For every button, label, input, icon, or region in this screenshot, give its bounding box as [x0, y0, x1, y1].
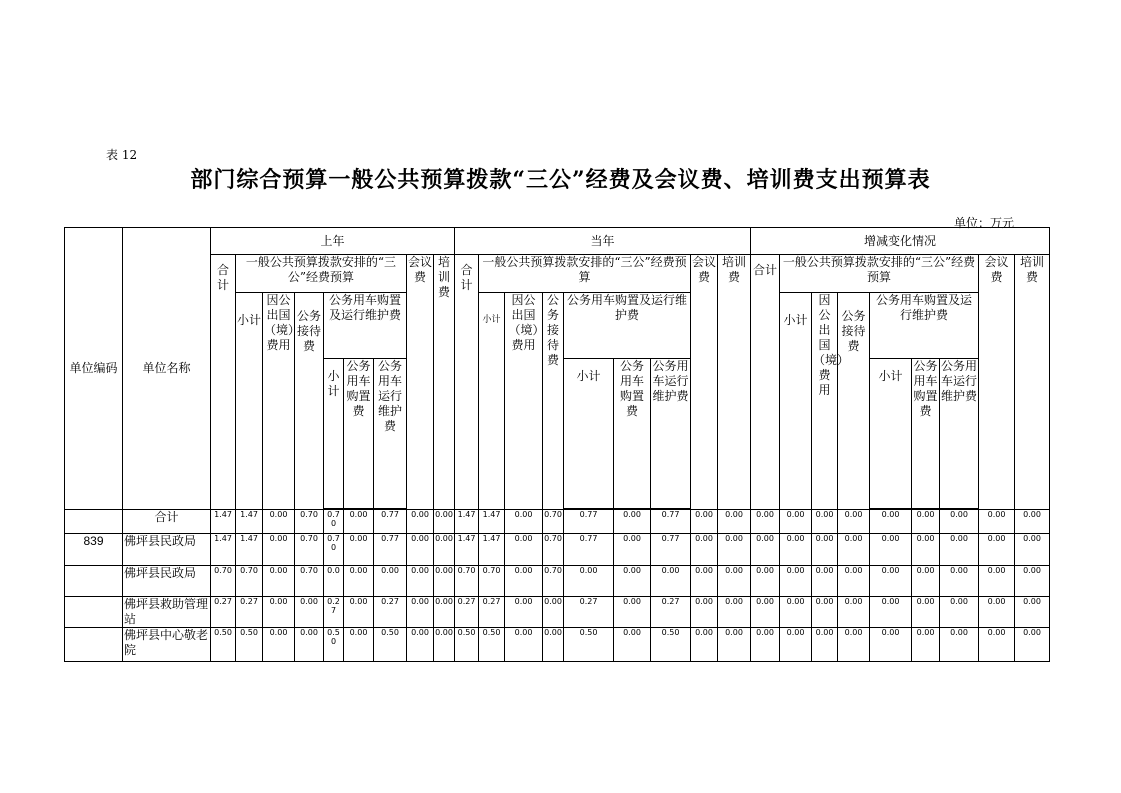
cur-value-cell: 1.47	[479, 510, 505, 534]
chg-value-cell: 0.00	[912, 534, 940, 566]
chg-value-cell: 0.00	[979, 566, 1015, 597]
chg-value-cell: 0.00	[780, 534, 812, 566]
chg-value-cell: 0.00	[870, 628, 912, 662]
prev-value-cell: 0.00	[434, 597, 455, 628]
chg-value-cell: 0.00	[1015, 628, 1050, 662]
chg-value-cell: 0.00	[912, 510, 940, 534]
cur-value-cell: 0.00	[651, 566, 691, 597]
page-title: 部门综合预算一般公共预算拨款“三公”经费及会议费、培训费支出预算表	[190, 167, 931, 193]
cur-value-cell: 0.27	[479, 597, 505, 628]
chg-value-cell: 0.00	[812, 534, 838, 566]
header-chg-training: 培训费	[1015, 255, 1050, 510]
cur-value-cell: 0.00	[564, 566, 614, 597]
cur-value-cell: 0.00	[614, 597, 651, 628]
prev-value-cell: 0.00	[407, 510, 434, 534]
prev-value-cell: 0.0	[324, 566, 344, 597]
unit-name-cell: 佛坪县民政局	[123, 534, 211, 566]
prev-value-cell: 0.00	[434, 534, 455, 566]
chg-value-cell: 0.00	[751, 597, 780, 628]
prev-value-cell: 0.00	[344, 566, 374, 597]
prev-value-cell: 0.00	[263, 597, 295, 628]
header-change: 增减变化情况	[751, 228, 1050, 255]
prev-value-cell: 0.50	[324, 628, 344, 662]
prev-value-cell: 0.00	[263, 510, 295, 534]
prev-value-cell: 0.50	[211, 628, 236, 662]
cur-value-cell: 0.77	[564, 510, 614, 534]
chg-value-cell: 0.00	[940, 510, 979, 534]
unit-name-cell: 合计	[123, 510, 211, 534]
cur-value-cell: 0.00	[614, 510, 651, 534]
cur-value-cell: 0.00	[505, 510, 543, 534]
header-cur-total: 合计	[455, 255, 479, 510]
cur-value-cell: 0.70	[543, 534, 564, 566]
cur-value-cell: 0.00	[691, 628, 718, 662]
prev-value-cell: 0.27	[211, 597, 236, 628]
prev-value-cell: 0.00	[407, 597, 434, 628]
header-prev-meeting: 会议费	[407, 255, 434, 510]
prev-value-cell: 0.00	[295, 628, 324, 662]
header-prev-subtotal: 小计	[236, 293, 263, 510]
prev-value-cell: 0.00	[263, 534, 295, 566]
header-prev-vehicle: 公务用车购置及运行维护费	[324, 293, 407, 359]
cur-value-cell: 0.00	[718, 566, 751, 597]
chg-value-cell: 0.00	[1015, 534, 1050, 566]
unit-code-cell	[65, 597, 123, 628]
cur-value-cell: 0.00	[691, 510, 718, 534]
cur-value-cell: 0.00	[505, 566, 543, 597]
prev-value-cell: 0.70	[324, 510, 344, 534]
prev-value-cell: 0.27	[236, 597, 263, 628]
prev-value-cell: 0.00	[407, 628, 434, 662]
chg-value-cell: 0.00	[1015, 597, 1050, 628]
chg-value-cell: 0.00	[751, 534, 780, 566]
prev-value-cell: 0.70	[295, 566, 324, 597]
header-chg-vehicle-maint: 公务用车运行维护费	[940, 359, 979, 509]
header-chg-meeting: 会议费	[979, 255, 1015, 510]
prev-value-cell: 0.70	[211, 566, 236, 597]
chg-value-cell: 0.00	[940, 534, 979, 566]
prev-value-cell: 0.50	[374, 628, 407, 662]
cur-value-cell: 0.00	[543, 597, 564, 628]
cur-value-cell: 0.00	[691, 566, 718, 597]
chg-value-cell: 0.00	[912, 566, 940, 597]
cur-value-cell: 0.50	[651, 628, 691, 662]
cur-value-cell: 1.47	[455, 534, 479, 566]
chg-value-cell: 0.00	[912, 628, 940, 662]
cur-value-cell: 0.00	[614, 534, 651, 566]
chg-value-cell: 0.00	[751, 628, 780, 662]
table-number: 表 12	[106, 148, 138, 162]
chg-value-cell: 0.00	[979, 510, 1015, 534]
cur-value-cell: 0.00	[614, 566, 651, 597]
cur-value-cell: 0.50	[564, 628, 614, 662]
unit-name-cell: 佛坪县救助管理站	[123, 597, 211, 628]
budget-table	[64, 227, 1061, 662]
header-cur-vehicle-maint: 公务用车运行维护费	[651, 359, 691, 509]
cur-value-cell: 0.50	[455, 628, 479, 662]
header-cur-general: 一般公共预算拨款安排的“三公”经费预算	[479, 255, 691, 293]
prev-value-cell: 0.00	[407, 566, 434, 597]
header-chg-subtotal: 小计	[780, 293, 812, 510]
unit-code-cell	[65, 510, 123, 534]
chg-value-cell: 0.00	[838, 628, 870, 662]
unit-code-cell	[65, 566, 123, 597]
prev-value-cell: 0.00	[344, 510, 374, 534]
header-cur-abroad: 因公出国（境）费用	[505, 293, 543, 510]
header-cur-training: 培训费	[718, 255, 751, 510]
chg-value-cell: 0.00	[979, 628, 1015, 662]
cur-value-cell: 0.00	[505, 534, 543, 566]
header-cur-vehicle: 公务用车购置及运行维护费	[564, 293, 691, 359]
prev-value-cell: 0.00	[344, 534, 374, 566]
prev-value-cell: 0.77	[374, 510, 407, 534]
chg-value-cell: 0.00	[838, 534, 870, 566]
chg-value-cell: 0.00	[838, 597, 870, 628]
header-cur-reception: 公务接待费	[543, 293, 564, 510]
cur-value-cell: 0.77	[651, 510, 691, 534]
chg-value-cell: 0.00	[940, 566, 979, 597]
cur-value-cell: 0.00	[691, 534, 718, 566]
header-chg-vehicle-sub: 小计	[870, 359, 912, 509]
cur-value-cell: 0.70	[543, 566, 564, 597]
chg-value-cell: 0.00	[780, 566, 812, 597]
header-cur-vehicle-sub: 小计	[564, 359, 614, 509]
prev-value-cell: 1.47	[236, 510, 263, 534]
prev-value-cell: 0.00	[263, 628, 295, 662]
header-chg-total: 合计	[751, 255, 780, 510]
header-prev-vehicle-purchase: 公务用车购置费	[344, 359, 374, 509]
header-chg-vehicle-purchase: 公务用车购置费	[912, 359, 940, 509]
prev-value-cell: 0.00	[434, 628, 455, 662]
prev-value-cell: 1.47	[211, 510, 236, 534]
table-row	[65, 534, 1062, 566]
cur-value-cell: 1.47	[479, 534, 505, 566]
header-prev-total: 合计	[211, 255, 236, 510]
cur-value-cell: 0.70	[543, 510, 564, 534]
chg-value-cell: 0.00	[812, 510, 838, 534]
cur-value-cell: 0.00	[505, 597, 543, 628]
header-chg-reception: 公务接待费	[838, 293, 870, 510]
table-row	[65, 510, 1062, 534]
header-prev-year: 上年	[211, 228, 455, 255]
prev-value-cell: 0.00	[344, 597, 374, 628]
chg-value-cell: 0.00	[870, 597, 912, 628]
chg-value-cell: 0.00	[812, 566, 838, 597]
header-chg-general: 一般公共预算拨款安排的“三公”经费预算	[780, 255, 979, 293]
prev-value-cell: 0.00	[434, 566, 455, 597]
cur-value-cell: 0.00	[718, 510, 751, 534]
chg-value-cell: 0.00	[780, 597, 812, 628]
chg-value-cell: 0.00	[838, 510, 870, 534]
header-chg-abroad: 因公出国（境）费用	[812, 293, 838, 510]
cur-value-cell: 0.77	[651, 534, 691, 566]
chg-value-cell: 0.00	[751, 510, 780, 534]
header-unit-name: 单位名称	[123, 228, 211, 510]
chg-value-cell: 0.00	[812, 597, 838, 628]
header-prev-training: 培训费	[434, 255, 455, 510]
cur-value-cell: 0.27	[455, 597, 479, 628]
cur-value-cell: 0.00	[718, 534, 751, 566]
cur-value-cell: 0.70	[455, 566, 479, 597]
unit-name-cell: 佛坪县民政局	[123, 566, 211, 597]
chg-value-cell: 0.00	[1015, 510, 1050, 534]
header-cur-vehicle-purchase: 公务用车购置费	[614, 359, 651, 509]
prev-value-cell: 0.00	[407, 534, 434, 566]
chg-value-cell: 0.00	[751, 566, 780, 597]
cur-value-cell: 0.50	[479, 628, 505, 662]
chg-value-cell: 0.00	[812, 628, 838, 662]
chg-value-cell: 0.00	[838, 566, 870, 597]
chg-value-cell: 0.00	[979, 597, 1015, 628]
chg-value-cell: 0.00	[870, 510, 912, 534]
table-row	[65, 566, 1062, 597]
cur-value-cell: 0.77	[564, 534, 614, 566]
table-row	[65, 597, 1062, 628]
cur-value-cell: 1.47	[455, 510, 479, 534]
chg-value-cell: 0.00	[940, 597, 979, 628]
prev-value-cell: 0.27	[324, 597, 344, 628]
unit-code-cell	[65, 628, 123, 662]
header-unit-code: 单位编码	[65, 228, 123, 510]
header-cur-meeting: 会议费	[691, 255, 718, 510]
prev-value-cell: 1.47	[236, 534, 263, 566]
prev-value-cell: 0.70	[295, 510, 324, 534]
chg-value-cell: 0.00	[912, 597, 940, 628]
cur-value-cell: 0.00	[718, 597, 751, 628]
header-prev-general: 一般公共预算拨款安排的“三公”经费预算	[236, 255, 407, 293]
cur-value-cell: 0.70	[479, 566, 505, 597]
prev-value-cell: 0.00	[434, 510, 455, 534]
prev-value-cell: 0.00	[344, 628, 374, 662]
prev-value-cell: 0.00	[295, 597, 324, 628]
prev-value-cell: 0.50	[236, 628, 263, 662]
table-row	[65, 628, 1062, 662]
cur-value-cell: 0.00	[691, 597, 718, 628]
header-prev-vehicle-sub: 小计	[324, 359, 344, 509]
chg-value-cell: 0.00	[940, 628, 979, 662]
chg-value-cell: 0.00	[780, 510, 812, 534]
unit-label: 单位：万元	[954, 216, 1015, 230]
chg-value-cell: 0.00	[780, 628, 812, 662]
chg-value-cell: 0.00	[1015, 566, 1050, 597]
prev-value-cell: 0.77	[374, 534, 407, 566]
prev-value-cell: 0.00	[374, 566, 407, 597]
prev-value-cell: 0.70	[324, 534, 344, 566]
header-this-year: 当年	[455, 228, 751, 255]
prev-value-cell: 0.00	[263, 566, 295, 597]
prev-value-cell: 0.70	[236, 566, 263, 597]
cur-value-cell: 0.00	[718, 628, 751, 662]
cur-value-cell: 0.27	[564, 597, 614, 628]
unit-name-cell: 佛坪县中心敬老院	[123, 628, 211, 662]
chg-value-cell: 0.00	[979, 534, 1015, 566]
prev-value-cell: 1.47	[211, 534, 236, 566]
chg-value-cell: 0.00	[870, 566, 912, 597]
prev-value-cell: 0.70	[295, 534, 324, 566]
cur-value-cell: 0.00	[505, 628, 543, 662]
chg-value-cell: 0.00	[870, 534, 912, 566]
cur-value-cell: 0.00	[614, 628, 651, 662]
cur-value-cell: 0.27	[651, 597, 691, 628]
header-chg-vehicle: 公务用车购置及运行维护费	[870, 293, 979, 359]
unit-code-cell: 839	[65, 534, 123, 566]
header-cur-subtotal: 小计	[479, 293, 505, 510]
prev-value-cell: 0.27	[374, 597, 407, 628]
header-prev-abroad: 因公出国（境）费用	[263, 293, 295, 510]
cur-value-cell: 0.00	[543, 628, 564, 662]
header-prev-reception: 公务接待费	[295, 293, 324, 510]
header-prev-vehicle-maint: 公务用车运行维护费	[374, 359, 407, 509]
